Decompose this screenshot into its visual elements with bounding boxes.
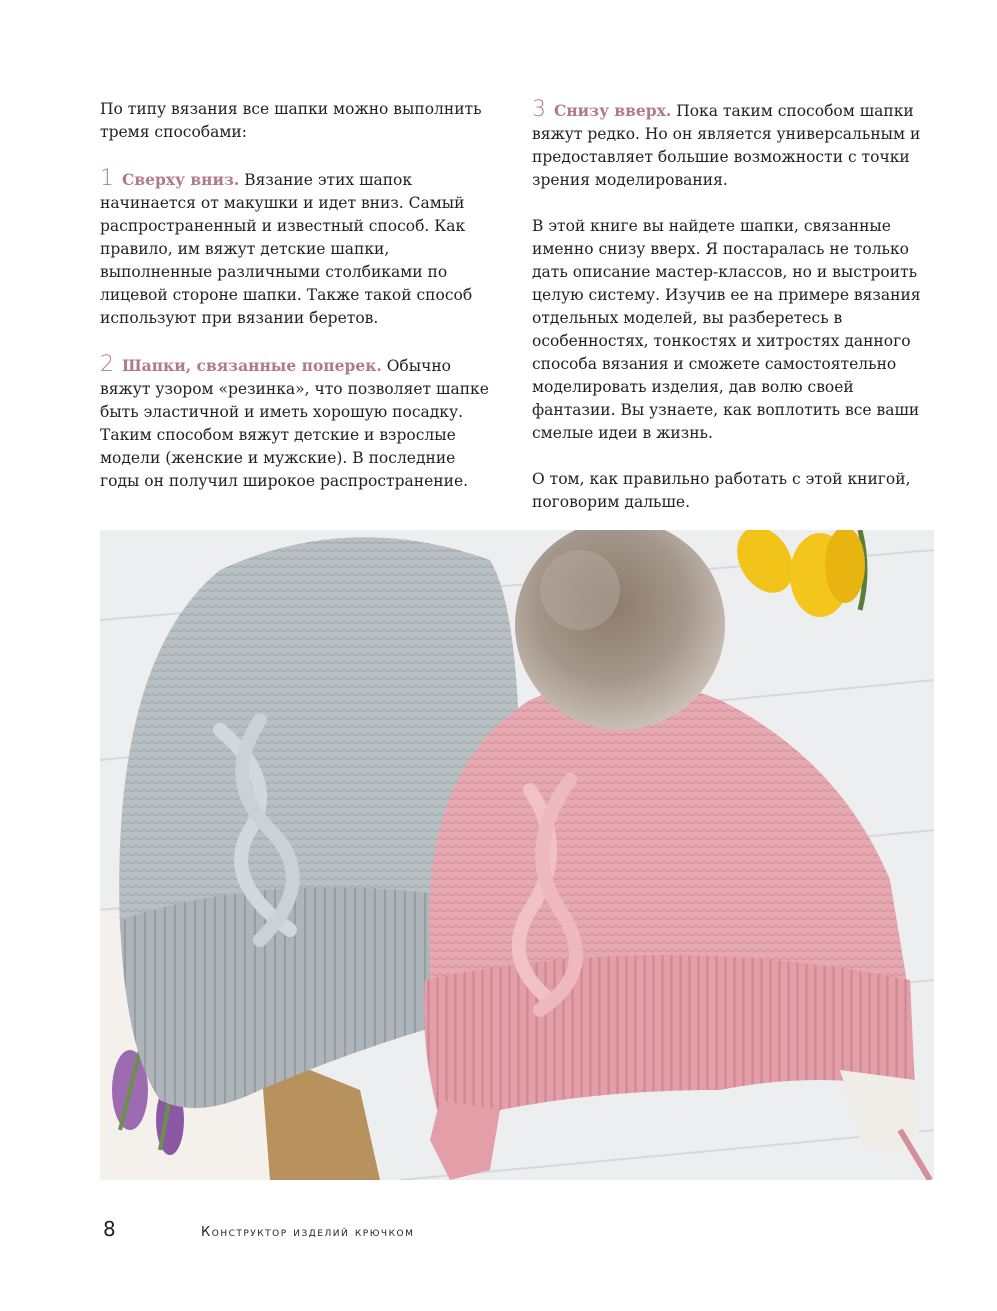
intro-paragraph: По типу вязания все шапки можно выполнить тремя способами:: [100, 100, 482, 141]
method-2-paragraph: [100, 353, 495, 493]
method-2-number: 2: [100, 352, 114, 377]
method-3-number: 3: [532, 97, 546, 122]
method-1-paragraph: [100, 167, 495, 330]
crochet-hats-photo: [100, 530, 934, 1180]
page-number: 8: [103, 1217, 116, 1241]
method-1-number: 1: [100, 166, 114, 191]
method-1-heading: Сверху вниз.: [122, 170, 240, 189]
method-3-text: Пока таким способом шапки вяжут редко. Но он является универсальным и предоставляет большие возможности с точки зрения моделирования.: [532, 102, 921, 189]
method-2-heading: Шапки, связанные поперек.: [122, 356, 382, 375]
book-paragraph: В этой книге вы найдете шапки, связанные именно снизу вверх. Я постаралась не только дать описание мастер-классов, но и выстроить целую систему. Изучив ее на примере вязания отдельных моделей, вы разберетесь в особенностях, тонкостях и хитростях данного способа вязания и сможете самостоятельно моделировать изделия, дав волю своей фантазии. Вы узнаете, как воплотить все ваши смелые идеи в жизнь.: [532, 217, 921, 442]
photo-illustration: [100, 530, 934, 1180]
right-column: [532, 98, 934, 537]
method-3-paragraph: [532, 98, 934, 192]
next-paragraph: О том, как правильно работать с этой книгой, поговорим дальше.: [532, 470, 911, 511]
method-1-text: Вязание этих шапок начинается от макушки и идет вниз. Самый распространенный и известный способ. Как правило, им вяжут детские шапки, выполненные различными столбиками по лицевой стороне шапки. Также такой способ используют при вязании беретов.: [100, 171, 473, 327]
method-3-heading: Снизу вверх.: [554, 101, 672, 120]
left-column: [100, 98, 495, 516]
method-2-text: Обычно вяжут узором «резинка», что позволяет шапке быть эластичной и иметь хорошую посадку. Таким способом вяжут детские и взрослые модели (женские и мужские). В последние годы он получил широкое распространение.: [100, 357, 489, 490]
running-head: Конструктор изделий крючком: [201, 1225, 415, 1240]
